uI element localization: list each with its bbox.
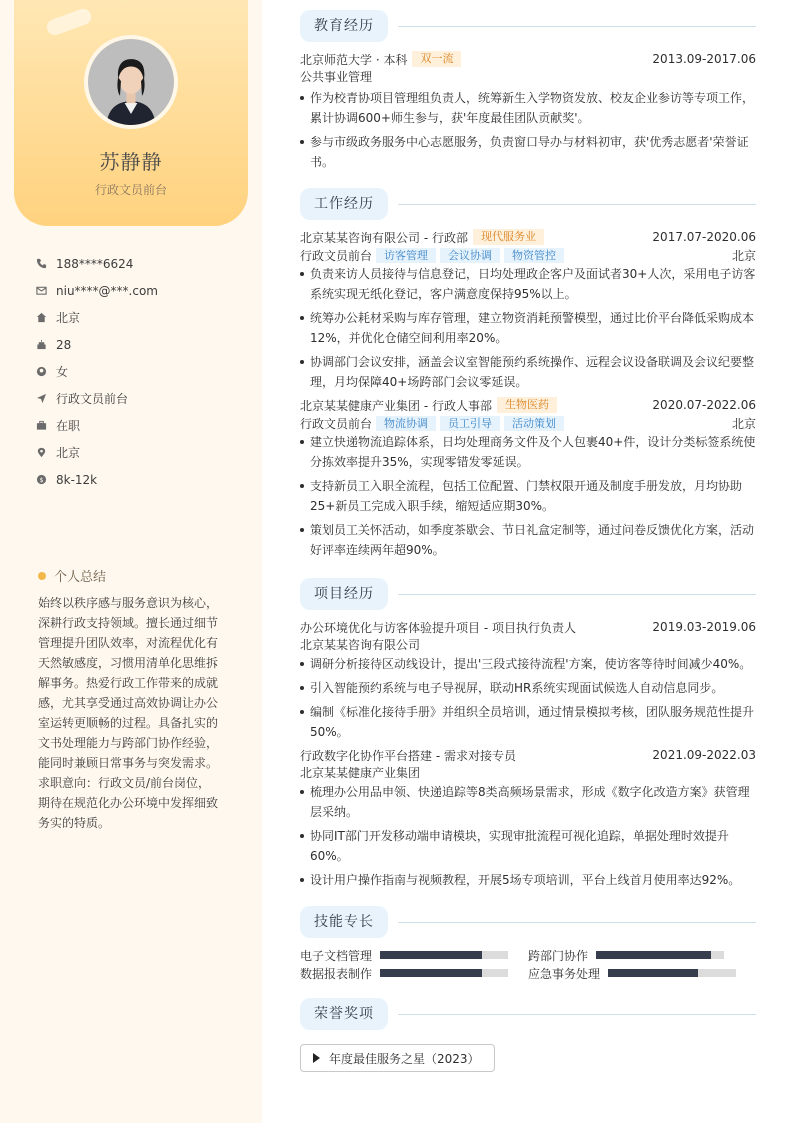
list-item: 支持新员工入职全流程，包括工位配置、门禁权限开通及制度手册发放，月均协助25+新员工完成入职手续，缩短适应期30%。 — [300, 476, 756, 516]
job-city: 北京 — [731, 416, 756, 431]
skill-bar — [596, 951, 724, 959]
summary-heading-label: 个人总结 — [54, 570, 107, 585]
contact-age — [36, 331, 158, 358]
skill-tag: 会议协调 — [440, 248, 500, 263]
contact-target-role — [36, 385, 158, 412]
contact-text: 在职 — [56, 419, 81, 433]
school-name: 北京师范大学 · 本科 — [300, 52, 408, 67]
skill-item — [528, 965, 756, 982]
education-dates: 2013.09-2017.06 — [652, 52, 756, 66]
contact-text: niu****@***.com — [56, 283, 158, 298]
briefcase-icon — [36, 420, 47, 431]
skill-bar-fill — [596, 951, 711, 959]
skill-item — [528, 947, 756, 964]
project-name: 行政数字化协作平台搭建 - 需求对接专员 — [300, 748, 516, 763]
contact-text: 188****6624 — [56, 256, 134, 271]
school-tag: 双一流 — [412, 51, 461, 67]
contact-status — [36, 412, 158, 439]
list-item: 负责来访人员接待与信息登记，日均处理政企客户及面试者30+人次，采用电子访客系统实现无纸化登记，客户满意度保持95%以上。 — [300, 264, 756, 304]
job-entry — [300, 396, 756, 560]
project-header — [300, 746, 756, 764]
salary-icon — [36, 474, 47, 485]
project-dates: 2019.03-2019.06 — [652, 620, 756, 634]
skill-bar — [380, 951, 508, 959]
skill-name: 跨部门协作 — [528, 948, 589, 963]
major: 公共事业管理 — [300, 70, 373, 84]
summary-heading — [38, 566, 106, 585]
list-item: 参与市级政务服务中心志愿服务，负责窗口导办与材料初审，获'优秀志愿者'荣誉证书。 — [300, 132, 756, 172]
skill-bar-fill — [380, 951, 482, 959]
contact-salary — [36, 466, 158, 493]
education-bullets — [300, 88, 756, 172]
contact-phone — [36, 250, 158, 277]
contact-email — [36, 277, 158, 304]
job-bullets — [300, 264, 756, 392]
section-title: 荣誉奖项 — [300, 998, 388, 1030]
list-item: 作为校青协项目管理组负责人，统筹新生入学物资发放、校友企业参访等专项工作，累计协调600+师生参与，获'年度最佳团队贡献奖'。 — [300, 88, 756, 128]
job-role-row — [300, 246, 756, 264]
contact-text: 女 — [56, 365, 69, 379]
job-header — [300, 396, 756, 414]
cake-icon — [36, 339, 47, 350]
list-item: 设计用户操作指南与视频教程，开展5场专项培训，平台上线首月使用率达92%。 — [300, 870, 756, 890]
section-divider — [398, 26, 756, 27]
job-role: 行政文员前台 — [300, 248, 373, 263]
project-dates: 2021.09-2022.03 — [652, 748, 756, 762]
candidate-job-title: 行政文员前台 — [94, 183, 167, 197]
list-item: 编制《标准化接待手册》并组织全员培训，通过情景模拟考核，团队服务规范性提升50%。 — [300, 702, 756, 742]
project-org: 北京某某咨询有限公司 — [300, 638, 421, 652]
work-section — [300, 188, 756, 564]
skill-tag: 物资管控 — [504, 248, 564, 263]
skills-section — [300, 906, 756, 982]
decorative-pill — [45, 7, 94, 38]
industry-tag: 生物医药 — [497, 397, 557, 413]
section-divider — [398, 204, 756, 205]
contact-text: 28 — [56, 337, 72, 352]
job-city: 北京 — [731, 248, 756, 263]
gender-icon — [36, 366, 47, 377]
list-item: 协同IT部门开发移动端申请模块，实现审批流程可视化追踪，单据处理时效提升60%。 — [300, 826, 756, 866]
project-bullets — [300, 782, 756, 890]
list-item: 协调部门会议安排，涵盖会议室智能预约系统操作、远程会议设备联调及会议纪要整理，月均保障40+场跨部门会议零延误。 — [300, 352, 756, 392]
skill-bar-fill — [608, 969, 698, 977]
phone-icon — [36, 258, 47, 269]
contact-text: 8k-12k — [56, 472, 98, 487]
section-title: 工作经历 — [300, 188, 388, 220]
skill-tag: 活动策划 — [504, 416, 564, 431]
summary-text: 始终以秩序感与服务意识为核心，深耕行政支持领域。擅长通过细节管理提升团队效率，对流程优化有天然敏感度，习惯用清单化思维拆解事务。热爱行政工作带来的成就感，尤其享受通过高效协调让办公室运转更顺畅的过程。具备扎实的文书处理能力与跨部门协作经验，能同时兼顾日常事务与突发需求。求职意向：行政文员/前台岗位，期待在规范化办公环境中发挥细致务实的特质。 — [38, 596, 219, 830]
project-name: 办公环境优化与访客体验提升项目 - 项目执行负责人 — [300, 620, 576, 635]
bullet-dot-icon — [38, 572, 46, 580]
contact-text: 行政文员前台 — [56, 392, 129, 406]
skill-tag: 物流协调 — [376, 416, 436, 431]
job-role: 行政文员前台 — [300, 416, 373, 431]
send-icon — [36, 393, 47, 404]
job-bullets — [300, 432, 756, 560]
avatar — [84, 35, 178, 129]
play-triangle-icon — [313, 1053, 320, 1063]
location-pin-icon — [36, 447, 47, 458]
honors-section — [300, 998, 756, 1072]
job-dates: 2020.07-2022.06 — [652, 398, 756, 412]
job-role-row — [300, 414, 756, 432]
list-item: 建立快递物流追踪体系，日均处理商务文件及个人包裹40+件，设计分类标签系统使分拣效率提升35%，实现零错发零延误。 — [300, 432, 756, 472]
contact-gender — [36, 358, 158, 385]
list-item: 策划员工关怀活动，如季度茶歇会、节日礼盒定制等，通过问卷反馈优化方案，活动好评率连续两年超90%。 — [300, 520, 756, 560]
education-header — [300, 50, 756, 68]
skill-name: 电子文档管理 — [300, 948, 373, 963]
svg-text:$: $ — [39, 475, 44, 484]
contact-list — [36, 250, 158, 493]
contact-location — [36, 439, 158, 466]
company-name: 北京某某健康产业集团 - 行政人事部 — [300, 398, 492, 413]
home-icon — [36, 312, 47, 323]
job-dates: 2017.07-2020.06 — [652, 230, 756, 244]
sidebar — [0, 0, 262, 1123]
section-divider — [398, 594, 756, 595]
skill-list — [300, 946, 756, 982]
section-title: 技能专长 — [300, 906, 388, 938]
skill-bar — [608, 969, 736, 977]
mail-icon — [36, 285, 47, 296]
list-item: 调研分析接待区动线设计，提出'三段式接待流程'方案，使访客等待时间减少40%。 — [300, 654, 756, 674]
award-label: 年度最佳服务之星（2023） — [329, 1051, 480, 1066]
skill-name: 应急事务处理 — [528, 966, 601, 981]
section-divider — [398, 922, 756, 923]
section-title: 教育经历 — [300, 10, 388, 42]
candidate-name: 苏静静 — [99, 150, 163, 174]
award-item[interactable] — [300, 1044, 495, 1072]
project-bullets — [300, 654, 756, 742]
skill-item — [300, 947, 528, 964]
education-section — [300, 10, 756, 176]
skill-bar-fill — [380, 969, 482, 977]
list-item: 引入智能预约系统与电子导视屏，联动HR系统实现面试候选人自动信息同步。 — [300, 678, 756, 698]
project-header — [300, 618, 756, 636]
list-item: 统筹办公耗材采购与库存管理，建立物资消耗预警模型，通过比价平台降低采购成本12%，并优化仓储空间利用率20%。 — [300, 308, 756, 348]
avatar-portrait-image — [88, 39, 174, 125]
project-entry — [300, 618, 756, 742]
skill-name: 数据报表制作 — [300, 966, 373, 981]
project-org: 北京某某健康产业集团 — [300, 766, 421, 780]
company-name: 北京某某咨询有限公司 - 行政部 — [300, 230, 468, 245]
industry-tag: 现代服务业 — [473, 229, 544, 245]
skill-tag: 访客管理 — [376, 248, 436, 263]
contact-home — [36, 304, 158, 331]
contact-text: 北京 — [56, 446, 81, 460]
job-header — [300, 228, 756, 246]
contact-text: 北京 — [56, 311, 81, 325]
project-entry — [300, 746, 756, 890]
projects-section — [300, 578, 756, 894]
skill-tag: 员工引导 — [440, 416, 500, 431]
skill-bar — [380, 969, 508, 977]
section-divider — [398, 1014, 756, 1015]
skill-item — [300, 965, 528, 982]
list-item: 梳理办公用品申领、快递追踪等8类高频场景需求，形成《数字化改造方案》获管理层采纳。 — [300, 782, 756, 822]
job-entry — [300, 228, 756, 392]
section-title: 项目经历 — [300, 578, 388, 610]
